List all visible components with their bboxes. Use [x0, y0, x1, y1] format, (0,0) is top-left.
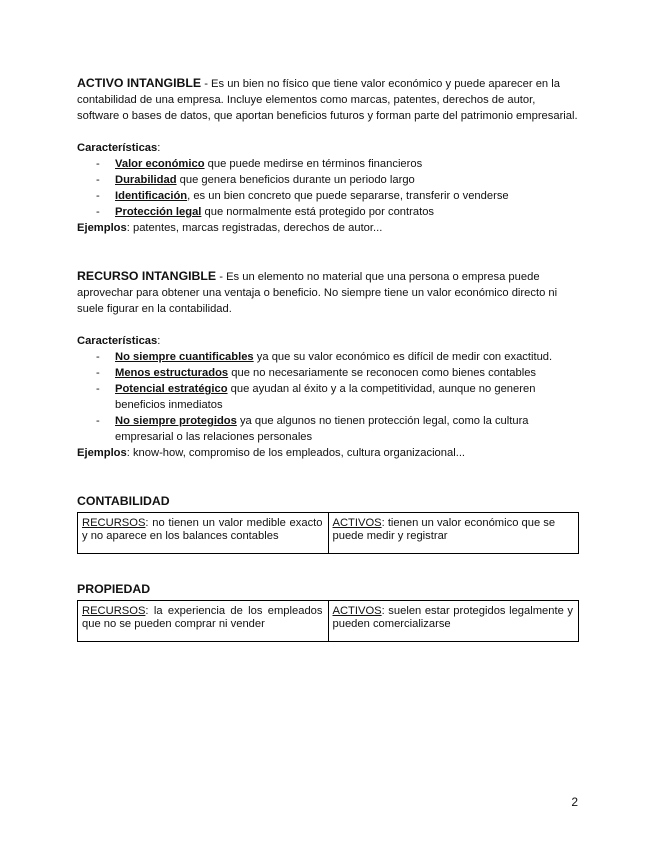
bullet-dash: - — [96, 158, 100, 170]
list-item-term: Menos estructurados — [115, 367, 229, 379]
bullet-dash: - — [96, 174, 100, 186]
propiedad-title: PROPIEDAD — [77, 582, 151, 596]
list-item-text: ya que su valor económico es difícil de medir con exactitud. — [253, 351, 553, 363]
list-item-text: que genera beneficios durante un periodo largo — [176, 174, 415, 186]
bullet-dash: - — [96, 206, 100, 218]
activo-characteristics-list — [77, 156, 579, 220]
list-item-term: Durabilidad — [115, 174, 177, 186]
activo-characteristics-label: Características — [77, 142, 158, 154]
bullet-dash: - — [96, 415, 100, 427]
recursos-text: : la experiencia de los empleados que no se pueden comprar ni vender — [82, 605, 323, 630]
activo-characteristics-label-line: Características: — [77, 142, 161, 154]
activo-examples — [77, 220, 579, 236]
recurso-examples — [77, 445, 579, 461]
activos-label: ACTIVOS — [332, 605, 382, 617]
recurso-intangible-section — [77, 268, 579, 461]
recurso-definition — [77, 268, 579, 317]
list-item-text: que normalmente está protegido por contratos — [201, 206, 435, 218]
recurso-characteristics-label-line: Características: — [77, 335, 161, 347]
propiedad-section — [77, 581, 579, 642]
list-item — [77, 381, 579, 413]
list-item — [77, 204, 579, 220]
recurso-title: RECURSO INTANGIBLE — [77, 269, 217, 283]
bullet-dash: - — [96, 351, 100, 363]
list-item — [77, 172, 579, 188]
list-item-text: que no necesariamente se reconocen como bienes contables — [228, 367, 537, 379]
list-item-term: No siempre protegidos — [115, 415, 237, 427]
activos-text: : tienen un valor económico que se puede medir y registrar — [332, 517, 556, 542]
table-row — [78, 601, 579, 642]
contabilidad-activos-cell — [328, 513, 579, 554]
recursos-label: RECURSOS — [82, 605, 146, 617]
recursos-text: : no tienen un valor medible exacto y no aparece en los balances contables — [82, 517, 323, 542]
contabilidad-table — [77, 512, 579, 554]
list-item — [77, 188, 579, 204]
bullet-dash: - — [96, 190, 100, 202]
activo-intro: - Es un bien no físico que tiene valor económico y puede aparecer en la contabilidad de una empresa. Incluye elementos como marcas, patentes, derechos de autor, software o bases de datos, que aportan beneficios futuros y forman parte del patrimonio empresarial. — [77, 78, 578, 122]
list-item-term: No siempre cuantificables — [115, 351, 254, 363]
recursos-label: RECURSOS — [82, 517, 146, 529]
recurso-examples-text: : know-how, compromiso de los empleados, cultura organizacional... — [126, 447, 466, 459]
list-item-text: que puede medirse en términos financieros — [204, 158, 423, 170]
activo-intangible-section — [77, 75, 579, 236]
activo-examples-text: : patentes, marcas registradas, derechos de autor... — [126, 222, 383, 234]
propiedad-table — [77, 600, 579, 642]
activos-text: : suelen estar protegidos legalmente y pueden comercializarse — [332, 605, 573, 630]
contabilidad-recursos-cell — [78, 513, 329, 554]
propiedad-activos-cell — [328, 601, 579, 642]
activos-label: ACTIVOS — [332, 517, 382, 529]
list-item — [77, 349, 579, 365]
activo-examples-label: Ejemplos — [77, 222, 127, 234]
bullet-dash: - — [96, 367, 100, 379]
list-item-text: , es un bien concreto que puede separarse, transferir o venderse — [187, 190, 509, 202]
recurso-intro: - Es un elemento no material que una persona o empresa puede aprovechar para obtener una ventaja o beneficio. No siempre tiene un valor económico directo ni suele figurar en la contabilidad. — [77, 271, 558, 315]
contabilidad-title: CONTABILIDAD — [77, 494, 170, 508]
bullet-dash: - — [96, 383, 100, 395]
list-item-term: Valor económico — [115, 158, 205, 170]
activo-definition — [77, 75, 579, 124]
table-row — [78, 513, 579, 554]
list-item-term: Potencial estratégico — [115, 383, 228, 395]
recurso-characteristics-label: Características — [77, 335, 158, 347]
list-item — [77, 365, 579, 381]
propiedad-recursos-cell — [78, 601, 329, 642]
recurso-characteristics-list — [77, 349, 579, 445]
list-item-text: ya que algunos no tienen protección legal, como la cultura empresarial o las relaciones personales — [115, 415, 529, 443]
contabilidad-section — [77, 493, 579, 554]
list-item — [77, 156, 579, 172]
document-page — [77, 75, 579, 642]
list-item-term: Identificación — [115, 190, 188, 202]
page-number: 2 — [571, 795, 578, 809]
list-item — [77, 413, 579, 445]
recurso-examples-label: Ejemplos — [77, 447, 127, 459]
list-item-text: que ayudan al éxito y a la competitividad, aunque no generen beneficios inmediatos — [115, 383, 536, 411]
list-item-term: Protección legal — [115, 206, 202, 218]
activo-title: ACTIVO INTANGIBLE — [77, 76, 202, 90]
